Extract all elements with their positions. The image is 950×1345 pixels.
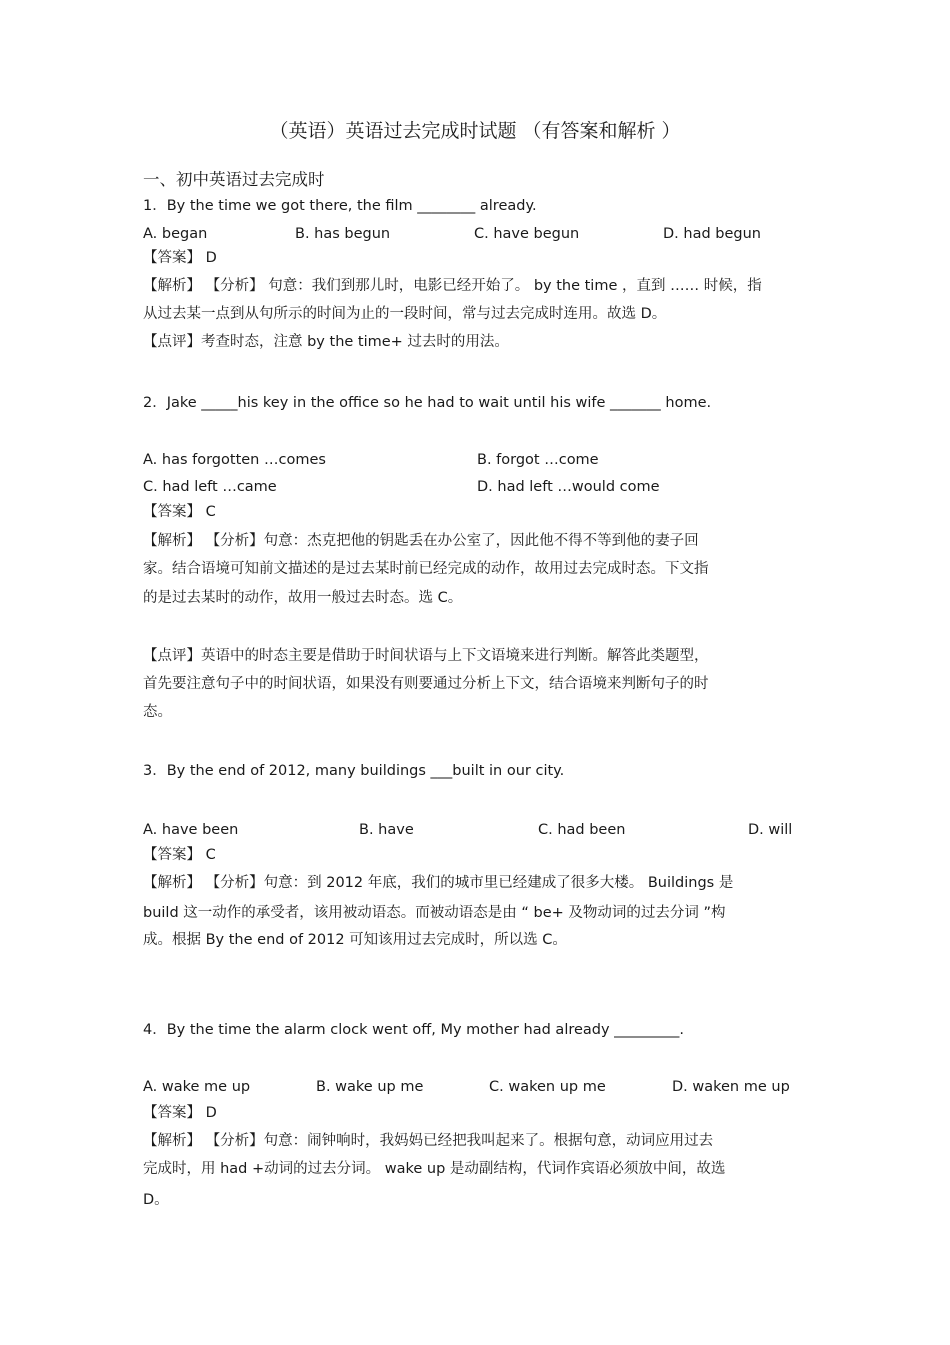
q1-option-d: D. had begun	[663, 226, 761, 242]
q4-answer: 【答案】 D	[143, 1105, 217, 1121]
q3-analysis-line: 成。根据 By the end of 2012 可知该用过去完成时，所以选 C。	[143, 932, 567, 948]
q4-analysis-line: 【解析】 【分析】句意：闹钟响时，我妈妈已经把我叫起来了。根据句意，动词应用过去	[143, 1133, 714, 1149]
q4-option-d: D. waken me up	[672, 1079, 790, 1095]
q3-option-d: D. will	[748, 822, 793, 838]
q1-option-b: B. has begun	[295, 226, 391, 242]
q2-option-c: C. had left …came	[143, 479, 277, 495]
q3-option-b: B. have	[359, 822, 414, 838]
q2-comment-line: 态。	[143, 704, 172, 720]
q4-analysis-line: 完成时，用 had +动词的过去分词。 wake up 是动副结构，代词作宾语必须放中间，故选	[143, 1161, 726, 1177]
q1-option-a: A. began	[143, 226, 208, 242]
section-heading: 一、初中英语过去完成时	[143, 170, 325, 189]
q2-option-a: A. has forgotten …comes	[143, 452, 326, 468]
q2-analysis-line: 的是过去某时的动作，故用一般过去时态。选 C。	[143, 590, 463, 606]
q2-option-b: B. forgot …come	[477, 452, 599, 468]
question-3-stem: 3．By the end of 2012, many buildings ___built in our city.	[143, 763, 565, 779]
q3-answer: 【答案】 C	[143, 847, 216, 863]
q2-comment-line: 首先要注意句子中的时间状语，如果没有则要通过分析上下文，结合语境来判断句子的时	[143, 676, 709, 692]
q2-analysis-line: 家。结合语境可知前文描述的是过去某时前已经完成的动作，故用过去完成时态。下文指	[143, 561, 709, 577]
q1-answer: 【答案】 D	[143, 250, 217, 266]
q4-option-a: A. wake me up	[143, 1079, 251, 1095]
q4-analysis-line: D。	[143, 1192, 169, 1208]
page-title: （英语）英语过去完成时试题 （有答案和解析 ）	[269, 120, 681, 142]
q3-option-a: A. have been	[143, 822, 239, 838]
q2-comment-line: 【点评】英语中的时态主要是借助于时间状语与上下文语境来进行判断。解答此类题型，	[143, 648, 709, 664]
q1-analysis-line: 【解析】 【分析】 句意：我们到那儿时，电影已经开始了。 by the time ，直到 …… 时候，指	[143, 278, 762, 294]
question-2-stem: 2．Jake _____his key in the office so he had to wait until his wife _______ home.	[143, 395, 712, 411]
q1-comment: 【点评】考查时态，注意 by the time+ 过去时的用法。	[143, 334, 509, 350]
q4-option-c: C. waken up me	[489, 1079, 606, 1095]
question-4-stem: 4．By the time the alarm clock went off, My mother had already _________.	[143, 1022, 685, 1038]
q3-analysis-line: 【解析】 【分析】句意：到 2012 年底，我们的城市里已经建成了很多大楼。 Buildings 是	[143, 875, 734, 891]
q1-option-c: C. have begun	[474, 226, 580, 242]
q1-analysis-line: 从过去某一点到从句所示的时间为止的一段时间，常与过去完成时连用。故选 D。	[143, 306, 667, 322]
q3-option-c: C. had been	[538, 822, 626, 838]
q2-analysis-line: 【解析】 【分析】句意：杰克把他的钥匙丢在办公室了，因此他不得不等到他的妻子回	[143, 533, 699, 549]
q4-option-b: B. wake up me	[316, 1079, 424, 1095]
question-1-stem: 1．By the time we got there, the film ________ already.	[143, 198, 537, 214]
q3-analysis-line: build 这一动作的承受者，该用被动语态。而被动语态是由 “ be+ 及物动词的过去分词 ”构	[143, 905, 726, 921]
q2-answer: 【答案】 C	[143, 504, 216, 520]
q2-option-d: D. had left …would come	[477, 479, 660, 495]
